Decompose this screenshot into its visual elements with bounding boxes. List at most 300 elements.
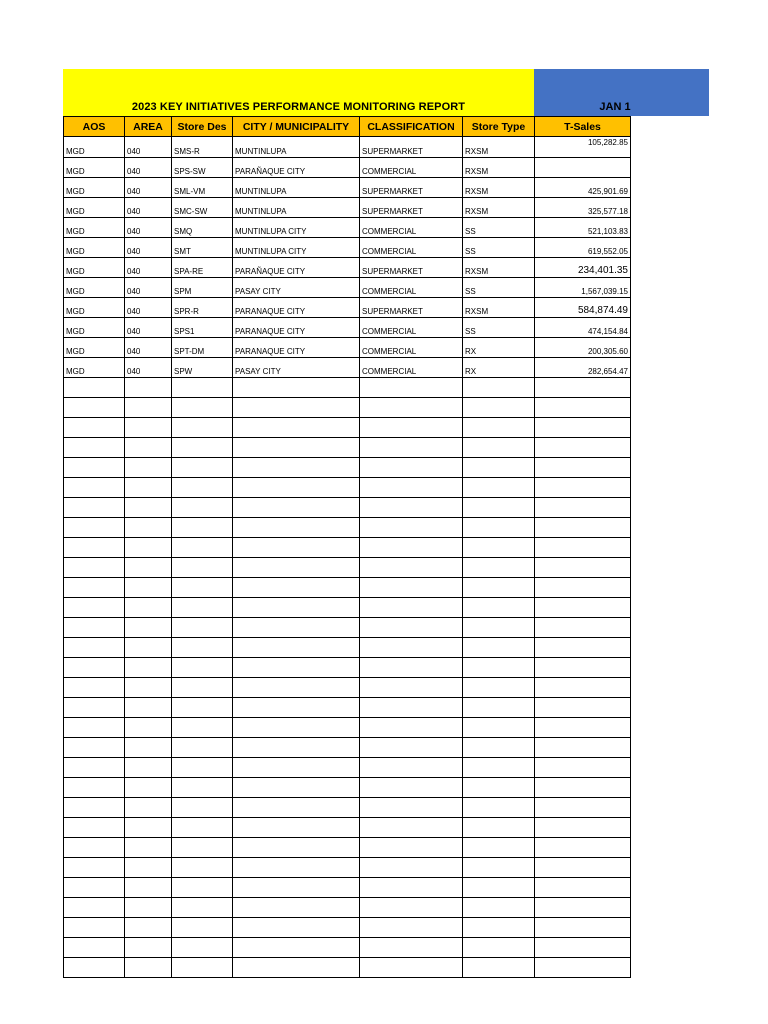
empty-cell[interactable] xyxy=(535,618,631,638)
empty-cell[interactable] xyxy=(463,758,535,778)
empty-cell[interactable] xyxy=(360,398,463,418)
empty-cell[interactable] xyxy=(233,938,360,958)
empty-cell[interactable] xyxy=(535,818,631,838)
empty-cell[interactable] xyxy=(64,378,125,398)
empty-cell[interactable] xyxy=(125,818,172,838)
empty-cell[interactable] xyxy=(360,778,463,798)
empty-cell[interactable] xyxy=(360,658,463,678)
t-sales-cell[interactable]: 425,901.69 xyxy=(535,178,631,198)
column-header-store-type[interactable]: Store Type xyxy=(463,117,535,137)
empty-cell[interactable] xyxy=(463,498,535,518)
empty-cell[interactable] xyxy=(233,538,360,558)
empty-cell[interactable] xyxy=(125,498,172,518)
empty-cell[interactable] xyxy=(535,778,631,798)
city-cell[interactable]: PARANAQUE CITY xyxy=(233,338,360,358)
empty-cell[interactable] xyxy=(463,878,535,898)
empty-cell[interactable] xyxy=(233,658,360,678)
empty-cell[interactable] xyxy=(125,878,172,898)
empty-cell[interactable] xyxy=(125,838,172,858)
empty-cell[interactable] xyxy=(64,738,125,758)
empty-cell[interactable] xyxy=(233,718,360,738)
empty-cell[interactable] xyxy=(535,378,631,398)
empty-cell[interactable] xyxy=(463,798,535,818)
city-cell[interactable]: MUNTINLUPA xyxy=(233,198,360,218)
area-cell[interactable]: 040 xyxy=(125,278,172,298)
empty-cell[interactable] xyxy=(64,918,125,938)
empty-cell[interactable] xyxy=(125,558,172,578)
empty-cell[interactable] xyxy=(64,538,125,558)
empty-cell[interactable] xyxy=(64,878,125,898)
empty-cell[interactable] xyxy=(125,678,172,698)
empty-cell[interactable] xyxy=(172,818,233,838)
empty-cell[interactable] xyxy=(125,638,172,658)
empty-cell[interactable] xyxy=(172,578,233,598)
store-type-cell[interactable]: RX xyxy=(463,358,535,378)
empty-cell[interactable] xyxy=(233,918,360,938)
empty-cell[interactable] xyxy=(535,898,631,918)
empty-cell[interactable] xyxy=(360,638,463,658)
empty-cell[interactable] xyxy=(463,778,535,798)
store-des-cell[interactable]: SMS-R xyxy=(172,137,233,158)
empty-cell[interactable] xyxy=(360,738,463,758)
city-cell[interactable]: PARAÑAQUE CITY xyxy=(233,158,360,178)
empty-cell[interactable] xyxy=(233,838,360,858)
empty-cell[interactable] xyxy=(463,538,535,558)
empty-cell[interactable] xyxy=(360,818,463,838)
classification-cell[interactable]: SUPERMARKET xyxy=(360,298,463,318)
empty-cell[interactable] xyxy=(172,378,233,398)
empty-cell[interactable] xyxy=(233,858,360,878)
t-sales-cell[interactable]: 1,567,039.15 xyxy=(535,278,631,298)
empty-cell[interactable] xyxy=(360,858,463,878)
area-cell[interactable]: 040 xyxy=(125,218,172,238)
empty-cell[interactable] xyxy=(125,798,172,818)
empty-cell[interactable] xyxy=(233,878,360,898)
empty-cell[interactable] xyxy=(233,798,360,818)
empty-cell[interactable] xyxy=(64,758,125,778)
city-cell[interactable]: MUNTINLUPA CITY xyxy=(233,238,360,258)
empty-cell[interactable] xyxy=(463,658,535,678)
empty-cell[interactable] xyxy=(172,858,233,878)
empty-cell[interactable] xyxy=(125,918,172,938)
empty-cell[interactable] xyxy=(64,838,125,858)
city-cell[interactable]: MUNTINLUPA xyxy=(233,178,360,198)
empty-cell[interactable] xyxy=(535,498,631,518)
empty-cell[interactable] xyxy=(233,778,360,798)
classification-cell[interactable]: COMMERCIAL xyxy=(360,238,463,258)
column-header-city[interactable]: CITY / MUNICIPALITY xyxy=(233,117,360,137)
empty-cell[interactable] xyxy=(125,458,172,478)
empty-cell[interactable] xyxy=(535,458,631,478)
empty-cell[interactable] xyxy=(233,578,360,598)
empty-cell[interactable] xyxy=(360,458,463,478)
empty-cell[interactable] xyxy=(172,598,233,618)
store-type-cell[interactable]: SS xyxy=(463,218,535,238)
city-cell[interactable]: PASAY CITY xyxy=(233,358,360,378)
empty-cell[interactable] xyxy=(535,638,631,658)
empty-cell[interactable] xyxy=(535,558,631,578)
empty-cell[interactable] xyxy=(463,458,535,478)
aos-cell[interactable]: MGD xyxy=(64,238,125,258)
empty-cell[interactable] xyxy=(233,738,360,758)
empty-cell[interactable] xyxy=(535,958,631,978)
empty-cell[interactable] xyxy=(125,658,172,678)
empty-cell[interactable] xyxy=(535,738,631,758)
empty-cell[interactable] xyxy=(463,918,535,938)
empty-cell[interactable] xyxy=(535,438,631,458)
empty-cell[interactable] xyxy=(172,558,233,578)
empty-cell[interactable] xyxy=(64,958,125,978)
t-sales-cell[interactable]: 474,154.84 xyxy=(535,318,631,338)
empty-cell[interactable] xyxy=(360,838,463,858)
empty-cell[interactable] xyxy=(64,938,125,958)
empty-cell[interactable] xyxy=(172,958,233,978)
column-header-area[interactable]: AREA xyxy=(125,117,172,137)
classification-cell[interactable]: SUPERMARKET xyxy=(360,258,463,278)
empty-cell[interactable] xyxy=(463,698,535,718)
classification-cell[interactable]: COMMERCIAL xyxy=(360,318,463,338)
empty-cell[interactable] xyxy=(172,738,233,758)
area-cell[interactable]: 040 xyxy=(125,318,172,338)
empty-cell[interactable] xyxy=(172,498,233,518)
aos-cell[interactable]: MGD xyxy=(64,278,125,298)
area-cell[interactable]: 040 xyxy=(125,198,172,218)
empty-cell[interactable] xyxy=(233,598,360,618)
empty-cell[interactable] xyxy=(64,598,125,618)
aos-cell[interactable]: MGD xyxy=(64,137,125,158)
empty-cell[interactable] xyxy=(463,578,535,598)
city-cell[interactable]: MUNTINLUPA CITY xyxy=(233,218,360,238)
empty-cell[interactable] xyxy=(360,698,463,718)
empty-cell[interactable] xyxy=(360,478,463,498)
empty-cell[interactable] xyxy=(463,958,535,978)
empty-cell[interactable] xyxy=(172,438,233,458)
empty-cell[interactable] xyxy=(463,898,535,918)
store-type-cell[interactable]: RXSM xyxy=(463,178,535,198)
empty-cell[interactable] xyxy=(535,418,631,438)
empty-cell[interactable] xyxy=(125,778,172,798)
empty-cell[interactable] xyxy=(172,658,233,678)
empty-cell[interactable] xyxy=(64,858,125,878)
empty-cell[interactable] xyxy=(125,598,172,618)
empty-cell[interactable] xyxy=(463,418,535,438)
empty-cell[interactable] xyxy=(172,918,233,938)
column-header-store-des[interactable]: Store Des xyxy=(172,117,233,137)
empty-cell[interactable] xyxy=(535,878,631,898)
empty-cell[interactable] xyxy=(172,878,233,898)
aos-cell[interactable]: MGD xyxy=(64,298,125,318)
empty-cell[interactable] xyxy=(125,698,172,718)
empty-cell[interactable] xyxy=(360,518,463,538)
empty-cell[interactable] xyxy=(463,598,535,618)
aos-cell[interactable]: MGD xyxy=(64,178,125,198)
empty-cell[interactable] xyxy=(233,898,360,918)
store-des-cell[interactable]: SMQ xyxy=(172,218,233,238)
store-des-cell[interactable]: SML-VM xyxy=(172,178,233,198)
empty-cell[interactable] xyxy=(535,478,631,498)
empty-cell[interactable] xyxy=(64,818,125,838)
t-sales-cell[interactable] xyxy=(535,158,631,178)
empty-cell[interactable] xyxy=(125,418,172,438)
empty-cell[interactable] xyxy=(125,538,172,558)
empty-cell[interactable] xyxy=(535,758,631,778)
empty-cell[interactable] xyxy=(360,498,463,518)
empty-cell[interactable] xyxy=(360,958,463,978)
empty-cell[interactable] xyxy=(233,518,360,538)
classification-cell[interactable]: SUPERMARKET xyxy=(360,198,463,218)
store-des-cell[interactable]: SPA-RE xyxy=(172,258,233,278)
empty-cell[interactable] xyxy=(64,578,125,598)
empty-cell[interactable] xyxy=(463,618,535,638)
empty-cell[interactable] xyxy=(535,918,631,938)
store-type-cell[interactable]: RXSM xyxy=(463,258,535,278)
column-header-aos[interactable]: AOS xyxy=(64,117,125,137)
empty-cell[interactable] xyxy=(233,478,360,498)
store-type-cell[interactable]: SS xyxy=(463,318,535,338)
area-cell[interactable]: 040 xyxy=(125,158,172,178)
empty-cell[interactable] xyxy=(463,938,535,958)
area-cell[interactable]: 040 xyxy=(125,258,172,278)
empty-cell[interactable] xyxy=(172,458,233,478)
empty-cell[interactable] xyxy=(233,458,360,478)
empty-cell[interactable] xyxy=(64,798,125,818)
empty-cell[interactable] xyxy=(360,918,463,938)
area-cell[interactable]: 040 xyxy=(125,358,172,378)
empty-cell[interactable] xyxy=(172,678,233,698)
empty-cell[interactable] xyxy=(535,938,631,958)
empty-cell[interactable] xyxy=(172,638,233,658)
store-type-cell[interactable]: RXSM xyxy=(463,298,535,318)
empty-cell[interactable] xyxy=(360,898,463,918)
empty-cell[interactable] xyxy=(64,778,125,798)
empty-cell[interactable] xyxy=(172,718,233,738)
empty-cell[interactable] xyxy=(125,378,172,398)
store-type-cell[interactable]: SS xyxy=(463,238,535,258)
empty-cell[interactable] xyxy=(125,398,172,418)
empty-cell[interactable] xyxy=(535,858,631,878)
empty-cell[interactable] xyxy=(172,698,233,718)
area-cell[interactable]: 040 xyxy=(125,338,172,358)
city-cell[interactable]: PARANAQUE CITY xyxy=(233,298,360,318)
store-type-cell[interactable]: RXSM xyxy=(463,158,535,178)
store-des-cell[interactable]: SPW xyxy=(172,358,233,378)
empty-cell[interactable] xyxy=(535,598,631,618)
empty-cell[interactable] xyxy=(233,698,360,718)
empty-cell[interactable] xyxy=(535,698,631,718)
empty-cell[interactable] xyxy=(535,538,631,558)
t-sales-cell[interactable]: 282,654.47 xyxy=(535,358,631,378)
store-des-cell[interactable]: SPR-R xyxy=(172,298,233,318)
aos-cell[interactable]: MGD xyxy=(64,198,125,218)
empty-cell[interactable] xyxy=(125,578,172,598)
empty-cell[interactable] xyxy=(535,798,631,818)
empty-cell[interactable] xyxy=(125,858,172,878)
store-type-cell[interactable]: RX xyxy=(463,338,535,358)
empty-cell[interactable] xyxy=(125,518,172,538)
empty-cell[interactable] xyxy=(233,378,360,398)
t-sales-cell[interactable]: 325,577.18 xyxy=(535,198,631,218)
empty-cell[interactable] xyxy=(64,638,125,658)
empty-cell[interactable] xyxy=(463,478,535,498)
store-des-cell[interactable]: SPS1 xyxy=(172,318,233,338)
classification-cell[interactable]: COMMERCIAL xyxy=(360,158,463,178)
empty-cell[interactable] xyxy=(172,538,233,558)
area-cell[interactable]: 040 xyxy=(125,298,172,318)
empty-cell[interactable] xyxy=(463,398,535,418)
empty-cell[interactable] xyxy=(535,518,631,538)
empty-cell[interactable] xyxy=(233,758,360,778)
column-header-t-sales[interactable]: T-Sales xyxy=(535,117,631,137)
empty-cell[interactable] xyxy=(463,518,535,538)
empty-cell[interactable] xyxy=(463,378,535,398)
empty-cell[interactable] xyxy=(233,438,360,458)
empty-cell[interactable] xyxy=(64,658,125,678)
empty-cell[interactable] xyxy=(233,618,360,638)
empty-cell[interactable] xyxy=(125,478,172,498)
empty-cell[interactable] xyxy=(233,638,360,658)
empty-cell[interactable] xyxy=(64,518,125,538)
area-cell[interactable]: 040 xyxy=(125,238,172,258)
empty-cell[interactable] xyxy=(535,398,631,418)
empty-cell[interactable] xyxy=(64,438,125,458)
empty-cell[interactable] xyxy=(125,938,172,958)
aos-cell[interactable]: MGD xyxy=(64,338,125,358)
empty-cell[interactable] xyxy=(172,898,233,918)
empty-cell[interactable] xyxy=(233,418,360,438)
empty-cell[interactable] xyxy=(172,838,233,858)
store-des-cell[interactable]: SMT xyxy=(172,238,233,258)
empty-cell[interactable] xyxy=(360,618,463,638)
empty-cell[interactable] xyxy=(125,898,172,918)
empty-cell[interactable] xyxy=(360,558,463,578)
store-des-cell[interactable]: SMC-SW xyxy=(172,198,233,218)
empty-cell[interactable] xyxy=(463,678,535,698)
aos-cell[interactable]: MGD xyxy=(64,218,125,238)
city-cell[interactable]: PARANAQUE CITY xyxy=(233,318,360,338)
empty-cell[interactable] xyxy=(360,418,463,438)
empty-cell[interactable] xyxy=(360,678,463,698)
column-header-classification[interactable]: CLASSIFICATION xyxy=(360,117,463,137)
store-des-cell[interactable]: SPM xyxy=(172,278,233,298)
empty-cell[interactable] xyxy=(125,738,172,758)
empty-cell[interactable] xyxy=(463,838,535,858)
empty-cell[interactable] xyxy=(233,398,360,418)
empty-cell[interactable] xyxy=(463,738,535,758)
empty-cell[interactable] xyxy=(360,378,463,398)
empty-cell[interactable] xyxy=(125,618,172,638)
store-type-cell[interactable]: RXSM xyxy=(463,198,535,218)
empty-cell[interactable] xyxy=(535,678,631,698)
aos-cell[interactable]: MGD xyxy=(64,158,125,178)
empty-cell[interactable] xyxy=(463,858,535,878)
city-cell[interactable]: PASAY CITY xyxy=(233,278,360,298)
empty-cell[interactable] xyxy=(172,518,233,538)
t-sales-cell[interactable]: 234,401.35 xyxy=(535,258,631,278)
empty-cell[interactable] xyxy=(64,498,125,518)
empty-cell[interactable] xyxy=(360,798,463,818)
empty-cell[interactable] xyxy=(64,458,125,478)
empty-cell[interactable] xyxy=(64,698,125,718)
classification-cell[interactable]: SUPERMARKET xyxy=(360,178,463,198)
t-sales-cell[interactable]: 619,552.05 xyxy=(535,238,631,258)
empty-cell[interactable] xyxy=(64,558,125,578)
empty-cell[interactable] xyxy=(233,818,360,838)
empty-cell[interactable] xyxy=(360,758,463,778)
empty-cell[interactable] xyxy=(360,598,463,618)
t-sales-cell[interactable]: 105,282.85 xyxy=(535,137,631,158)
store-type-cell[interactable]: SS xyxy=(463,278,535,298)
empty-cell[interactable] xyxy=(125,718,172,738)
classification-cell[interactable]: SUPERMARKET xyxy=(360,137,463,158)
empty-cell[interactable] xyxy=(64,678,125,698)
classification-cell[interactable]: COMMERCIAL xyxy=(360,358,463,378)
store-des-cell[interactable]: SPS-SW xyxy=(172,158,233,178)
empty-cell[interactable] xyxy=(64,718,125,738)
area-cell[interactable]: 040 xyxy=(125,178,172,198)
aos-cell[interactable]: MGD xyxy=(64,318,125,338)
empty-cell[interactable] xyxy=(463,638,535,658)
store-type-cell[interactable]: RXSM xyxy=(463,137,535,158)
empty-cell[interactable] xyxy=(64,898,125,918)
city-cell[interactable]: PARAÑAQUE CITY xyxy=(233,258,360,278)
empty-cell[interactable] xyxy=(360,938,463,958)
store-des-cell[interactable]: SPT-DM xyxy=(172,338,233,358)
aos-cell[interactable]: MGD xyxy=(64,258,125,278)
empty-cell[interactable] xyxy=(463,718,535,738)
empty-cell[interactable] xyxy=(535,718,631,738)
empty-cell[interactable] xyxy=(64,418,125,438)
classification-cell[interactable]: COMMERCIAL xyxy=(360,218,463,238)
empty-cell[interactable] xyxy=(172,938,233,958)
empty-cell[interactable] xyxy=(172,398,233,418)
empty-cell[interactable] xyxy=(172,478,233,498)
t-sales-cell[interactable]: 521,103.83 xyxy=(535,218,631,238)
empty-cell[interactable] xyxy=(172,618,233,638)
empty-cell[interactable] xyxy=(233,958,360,978)
empty-cell[interactable] xyxy=(535,578,631,598)
city-cell[interactable]: MUNTINLUPA xyxy=(233,137,360,158)
empty-cell[interactable] xyxy=(360,578,463,598)
empty-cell[interactable] xyxy=(125,758,172,778)
t-sales-cell[interactable]: 584,874.49 xyxy=(535,298,631,318)
empty-cell[interactable] xyxy=(535,658,631,678)
empty-cell[interactable] xyxy=(125,438,172,458)
area-cell[interactable]: 040 xyxy=(125,137,172,158)
aos-cell[interactable]: MGD xyxy=(64,358,125,378)
empty-cell[interactable] xyxy=(535,838,631,858)
empty-cell[interactable] xyxy=(64,398,125,418)
empty-cell[interactable] xyxy=(463,818,535,838)
classification-cell[interactable]: COMMERCIAL xyxy=(360,338,463,358)
empty-cell[interactable] xyxy=(463,558,535,578)
classification-cell[interactable]: COMMERCIAL xyxy=(360,278,463,298)
empty-cell[interactable] xyxy=(233,498,360,518)
empty-cell[interactable] xyxy=(463,438,535,458)
empty-cell[interactable] xyxy=(360,718,463,738)
empty-cell[interactable] xyxy=(64,618,125,638)
empty-cell[interactable] xyxy=(360,438,463,458)
empty-cell[interactable] xyxy=(360,538,463,558)
empty-cell[interactable] xyxy=(172,758,233,778)
empty-cell[interactable] xyxy=(64,478,125,498)
empty-cell[interactable] xyxy=(125,958,172,978)
empty-cell[interactable] xyxy=(233,558,360,578)
empty-cell[interactable] xyxy=(172,418,233,438)
empty-cell[interactable] xyxy=(172,778,233,798)
empty-cell[interactable] xyxy=(360,878,463,898)
empty-cell[interactable] xyxy=(233,678,360,698)
empty-cell[interactable] xyxy=(172,798,233,818)
